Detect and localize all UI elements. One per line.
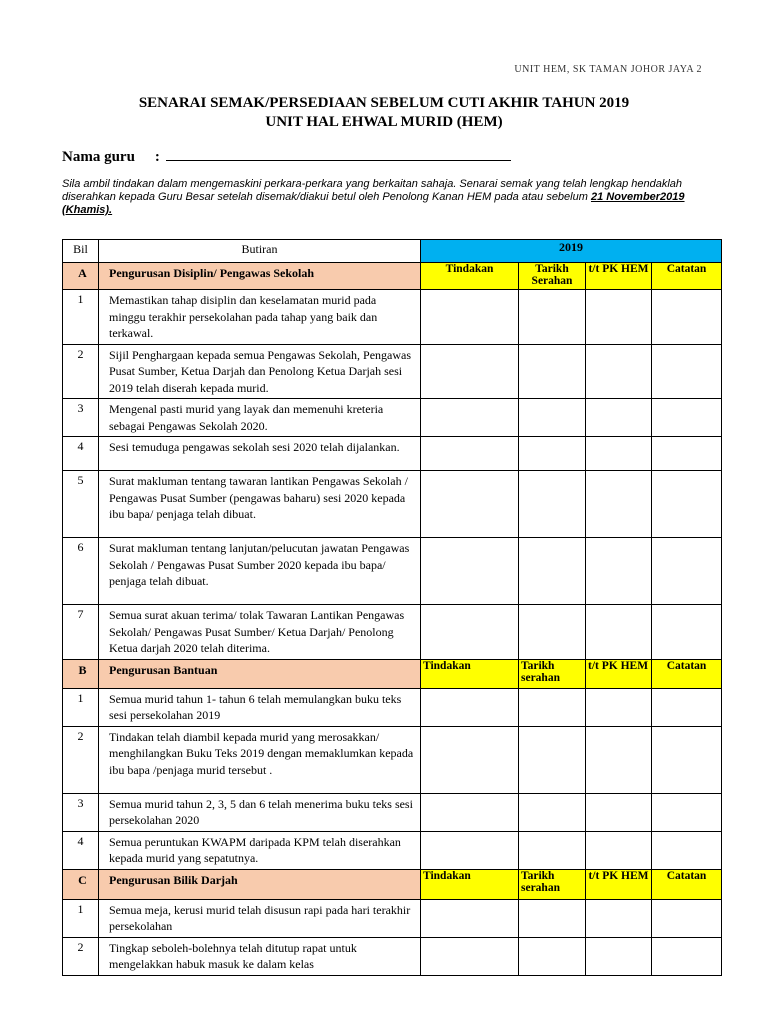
cell-catatan[interactable] bbox=[652, 688, 722, 726]
table-row bbox=[63, 437, 722, 471]
cell-tt-pk-hem[interactable] bbox=[586, 344, 652, 399]
item-number: 1 bbox=[63, 899, 99, 937]
item-description: Mengenal pasti murid yang layak dan memenuhi kreteria sebagai Pengawas Sekolah 2020. bbox=[99, 399, 421, 437]
item-number: 6 bbox=[63, 538, 99, 605]
cell-catatan[interactable] bbox=[652, 726, 722, 793]
section-title: Pengurusan Bantuan bbox=[99, 659, 421, 688]
cell-tindakan[interactable] bbox=[421, 831, 519, 869]
column-header-tindakan: Tindakan bbox=[421, 659, 519, 688]
section-row-a bbox=[63, 263, 722, 290]
cell-tt-pk-hem[interactable] bbox=[586, 688, 652, 726]
nama-guru-colon: : bbox=[154, 149, 160, 165]
cell-tindakan[interactable] bbox=[421, 344, 519, 399]
cell-catatan[interactable] bbox=[652, 831, 722, 869]
table-row bbox=[63, 605, 722, 660]
item-description: Semua murid tahun 1- tahun 6 telah memulangkan buku teks sesi persekolahan 2019 bbox=[99, 688, 421, 726]
cell-catatan[interactable] bbox=[652, 399, 722, 437]
cell-catatan[interactable] bbox=[652, 471, 722, 538]
cell-catatan[interactable] bbox=[652, 538, 722, 605]
table-row bbox=[63, 344, 722, 399]
nama-guru-blank-line bbox=[166, 146, 511, 161]
section-letter: C bbox=[63, 869, 99, 899]
cell-tt-pk-hem[interactable] bbox=[586, 399, 652, 437]
page-subtitle: UNIT HAL EHWAL MURID (HEM) bbox=[265, 114, 503, 130]
instruction-deadline: 21 November2019 (Khamis). bbox=[62, 191, 685, 216]
item-number: 3 bbox=[63, 399, 99, 437]
section-letter: B bbox=[63, 659, 99, 688]
cell-tarikh-serahan[interactable] bbox=[519, 437, 586, 471]
cell-tt-pk-hem[interactable] bbox=[586, 937, 652, 975]
item-number: 3 bbox=[63, 793, 99, 831]
item-number: 1 bbox=[63, 688, 99, 726]
table-row bbox=[63, 937, 722, 975]
cell-tt-pk-hem[interactable] bbox=[586, 899, 652, 937]
cell-tt-pk-hem[interactable] bbox=[586, 290, 652, 345]
section-title: Pengurusan Bilik Darjah bbox=[99, 869, 421, 899]
cell-tarikh-serahan[interactable] bbox=[519, 937, 586, 975]
cell-catatan[interactable] bbox=[652, 937, 722, 975]
cell-tarikh-serahan[interactable] bbox=[519, 471, 586, 538]
item-description: Surat makluman tentang tawaran lantikan Pengawas Sekolah / Pengawas Pusat Sumber (pengawas baharu) sesi 2020 kepada ibu bapa/ penjaga telah dibuat. bbox=[99, 471, 421, 538]
table-row bbox=[63, 688, 722, 726]
cell-tarikh-serahan[interactable] bbox=[519, 831, 586, 869]
section-row-c bbox=[63, 869, 722, 899]
item-description: Semua surat akuan terima/ tolak Tawaran Lantikan Pengawas Sekolah/ Pengawas Pusat Sumber/ Ketua Darjah/ Penolong Ketua darjah 2020 telah diterima. bbox=[99, 605, 421, 660]
item-number: 5 bbox=[63, 471, 99, 538]
item-description: Sijil Penghargaan kepada semua Pengawas Sekolah, Pengawas Pusat Sumber, Ketua Darjah dan Penolong Ketua Darjah sesi 2019 telah diserah kepada murid. bbox=[99, 344, 421, 399]
cell-tt-pk-hem[interactable] bbox=[586, 605, 652, 660]
column-header-tarikh-serahan: Tarikh serahan bbox=[519, 869, 586, 899]
item-description: Semua peruntukan KWAPM daripada KPM telah diserahkan kepada murid yang sepatutnya. bbox=[99, 831, 421, 869]
cell-tindakan[interactable] bbox=[421, 937, 519, 975]
header-bil: Bil bbox=[63, 240, 99, 263]
header-butiran: Butiran bbox=[99, 240, 421, 263]
cell-tindakan[interactable] bbox=[421, 290, 519, 345]
cell-tt-pk-hem[interactable] bbox=[586, 726, 652, 793]
item-description: Memastikan tahap disiplin dan keselamatan murid pada minggu terakhir persekolahan pada tahap yang baik dan terkawal. bbox=[99, 290, 421, 345]
header-year: 2019 bbox=[421, 240, 722, 263]
instruction-paragraph bbox=[62, 178, 722, 217]
cell-tindakan[interactable] bbox=[421, 726, 519, 793]
section-letter: A bbox=[63, 263, 99, 290]
cell-catatan[interactable] bbox=[652, 899, 722, 937]
table-row bbox=[63, 290, 722, 345]
column-header-catatan: Catatan bbox=[652, 869, 722, 899]
column-header-tt-pk-hem: t/t PK HEM bbox=[586, 263, 652, 290]
item-number: 2 bbox=[63, 937, 99, 975]
column-header-tarikh-serahan: Tarikh serahan bbox=[519, 659, 586, 688]
column-header-tarikh-serahan: Tarikh Serahan bbox=[519, 263, 586, 290]
item-number: 4 bbox=[63, 831, 99, 869]
nama-guru-label: Nama guru bbox=[62, 149, 135, 165]
instruction-text: Sila ambil tindakan dalam mengemaskini perkara-perkara yang berkaitan sahaja. Senarai semak yang telah lengkap hendaklah diserahkan kepada Guru Besar setelah disemak/diakui betul oleh Penolong Kanan HEM pada atau sebelum bbox=[62, 178, 683, 203]
item-description: Sesi temuduga pengawas sekolah sesi 2020 telah dijalankan. bbox=[99, 437, 421, 471]
cell-tarikh-serahan[interactable] bbox=[519, 899, 586, 937]
column-header-catatan: Catatan bbox=[652, 659, 722, 688]
cell-tarikh-serahan[interactable] bbox=[519, 399, 586, 437]
cell-catatan[interactable] bbox=[652, 605, 722, 660]
cell-tindakan[interactable] bbox=[421, 688, 519, 726]
item-number: 7 bbox=[63, 605, 99, 660]
cell-catatan[interactable] bbox=[652, 290, 722, 345]
checklist-table bbox=[62, 239, 722, 976]
cell-tindakan[interactable] bbox=[421, 471, 519, 538]
column-header-tt-pk-hem: t/t PK HEM bbox=[586, 869, 652, 899]
table-row bbox=[63, 538, 722, 605]
cell-catatan[interactable] bbox=[652, 437, 722, 471]
item-number: 4 bbox=[63, 437, 99, 471]
cell-tarikh-serahan[interactable] bbox=[519, 538, 586, 605]
cell-catatan[interactable] bbox=[652, 344, 722, 399]
cell-tindakan[interactable] bbox=[421, 605, 519, 660]
cell-tt-pk-hem[interactable] bbox=[586, 831, 652, 869]
cell-tt-pk-hem[interactable] bbox=[586, 793, 652, 831]
table-row bbox=[63, 399, 722, 437]
table-row bbox=[63, 793, 722, 831]
cell-tindakan[interactable] bbox=[421, 437, 519, 471]
table-row bbox=[63, 831, 722, 869]
section-title: Pengurusan Disiplin/ Pengawas Sekolah bbox=[99, 263, 421, 290]
item-number: 2 bbox=[63, 726, 99, 793]
cell-tarikh-serahan[interactable] bbox=[519, 688, 586, 726]
item-number: 1 bbox=[63, 290, 99, 345]
cell-catatan[interactable] bbox=[652, 793, 722, 831]
item-description: Semua murid tahun 2, 3, 5 dan 6 telah menerima buku teks sesi persekolahan 2020 bbox=[99, 793, 421, 831]
column-header-tt-pk-hem: t/t PK HEM bbox=[586, 659, 652, 688]
cell-tindakan[interactable] bbox=[421, 538, 519, 605]
cell-tarikh-serahan[interactable] bbox=[519, 726, 586, 793]
column-header-catatan: Catatan bbox=[652, 263, 722, 290]
item-description: Tingkap seboleh-bolehnya telah ditutup rapat untuk mengelakkan habuk masuk ke dalam kelas bbox=[99, 937, 421, 975]
header-tag: UNIT HEM, SK TAMAN JOHOR JAYA 2 bbox=[514, 64, 702, 75]
item-description: Semua meja, kerusi murid telah disusun rapi pada hari terakhir persekolahan bbox=[99, 899, 421, 937]
cell-tarikh-serahan[interactable] bbox=[519, 793, 586, 831]
table-row bbox=[63, 899, 722, 937]
item-number: 2 bbox=[63, 344, 99, 399]
section-row-b bbox=[63, 659, 722, 688]
item-description: Surat makluman tentang lanjutan/pelucutan jawatan Pengawas Sekolah / Pengawas Pusat Sumber 2020 kepada ibu bapa/ penjaga telah dibuat. bbox=[99, 538, 421, 605]
cell-tt-pk-hem[interactable] bbox=[586, 471, 652, 538]
cell-tarikh-serahan[interactable] bbox=[519, 344, 586, 399]
page-title: SENARAI SEMAK/PERSEDIAAN SEBELUM CUTI AKHIR TAHUN 2019 bbox=[138, 95, 630, 111]
cell-tindakan[interactable] bbox=[421, 399, 519, 437]
cell-tarikh-serahan[interactable] bbox=[519, 605, 586, 660]
column-header-tindakan: Tindakan bbox=[421, 869, 519, 899]
cell-tindakan[interactable] bbox=[421, 793, 519, 831]
item-description: Tindakan telah diambil kepada murid yang merosakkan/ menghilangkan Buku Teks 2019 dengan memaklumkan kepada ibu bapa /penjaga murid tersebut . bbox=[99, 726, 421, 793]
cell-tindakan[interactable] bbox=[421, 899, 519, 937]
cell-tarikh-serahan[interactable] bbox=[519, 290, 586, 345]
table-row bbox=[63, 471, 722, 538]
nama-guru-field bbox=[62, 146, 511, 166]
cell-tt-pk-hem[interactable] bbox=[586, 437, 652, 471]
column-header-tindakan: Tindakan bbox=[421, 263, 519, 290]
cell-tt-pk-hem[interactable] bbox=[586, 538, 652, 605]
table-row bbox=[63, 726, 722, 793]
